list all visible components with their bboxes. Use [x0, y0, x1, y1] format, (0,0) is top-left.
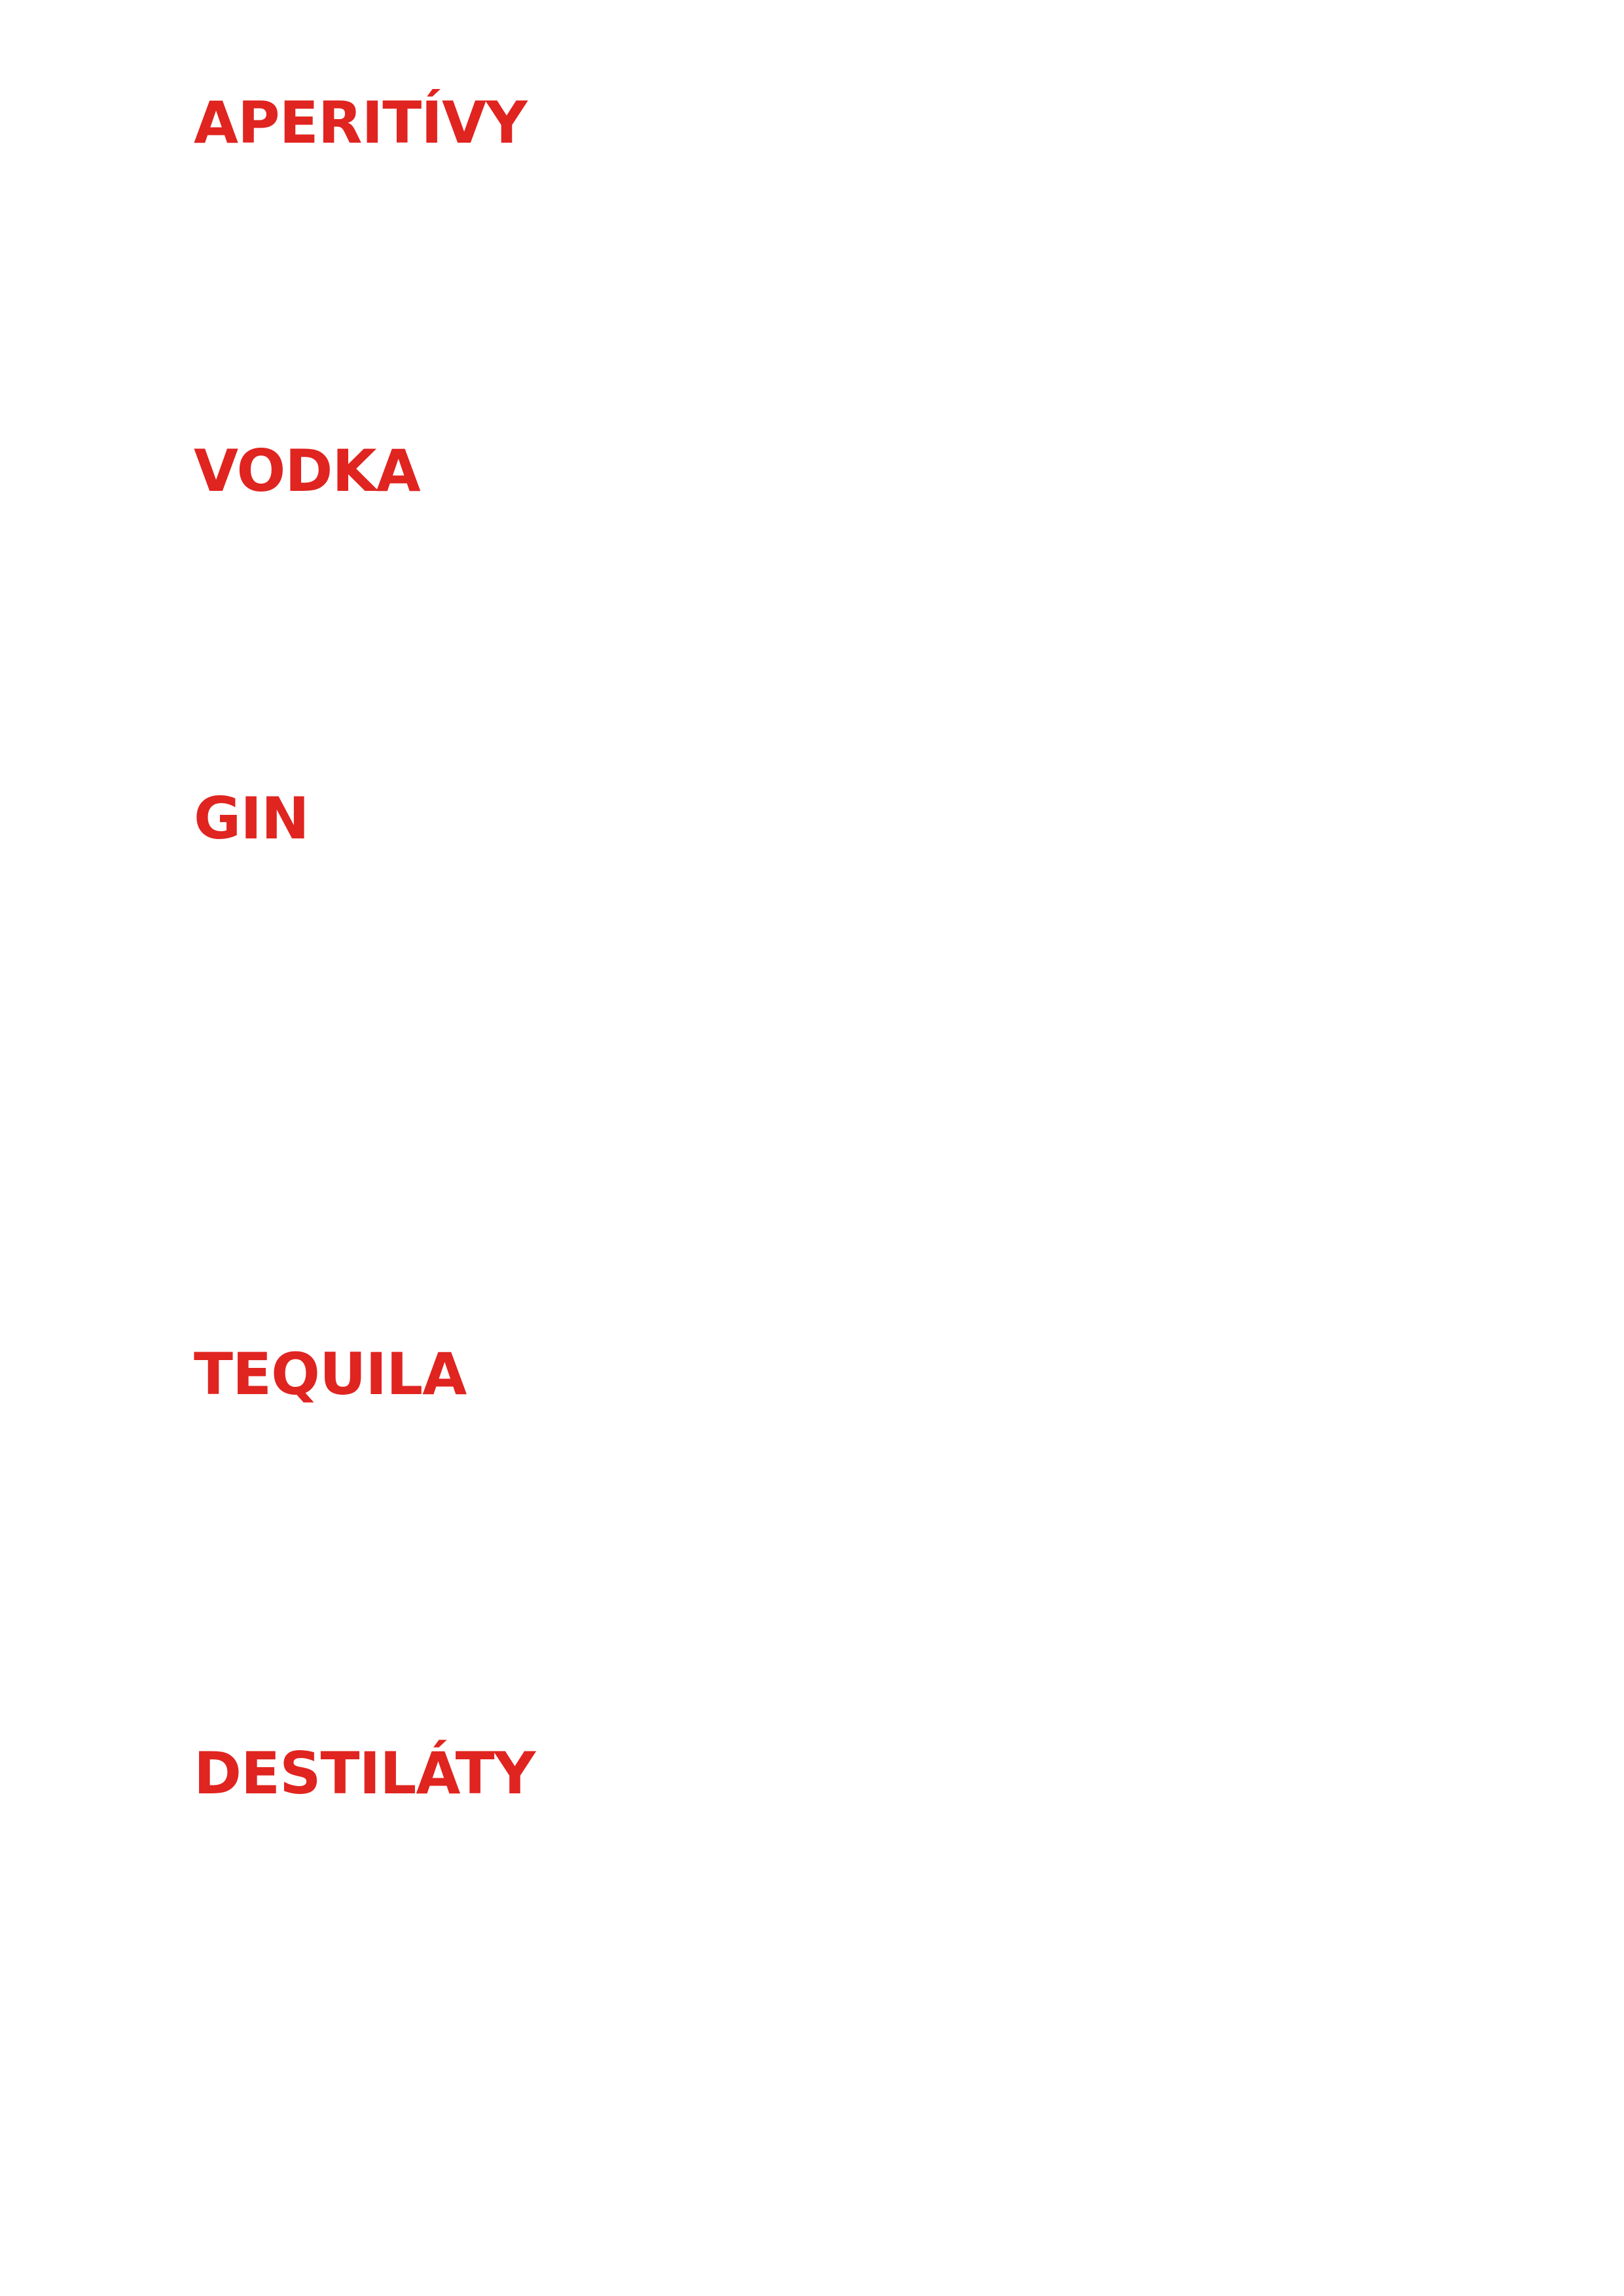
- section-heading-gin: GIN: [194, 785, 309, 852]
- section-heading-tequila: TEQUILA: [194, 1340, 467, 1408]
- section-heading-destilaty: DESTILÁTY: [194, 1740, 535, 1807]
- section-heading-vodka: VODKA: [194, 437, 420, 505]
- section-heading-aperitivy: APERITÍVY: [194, 89, 527, 156]
